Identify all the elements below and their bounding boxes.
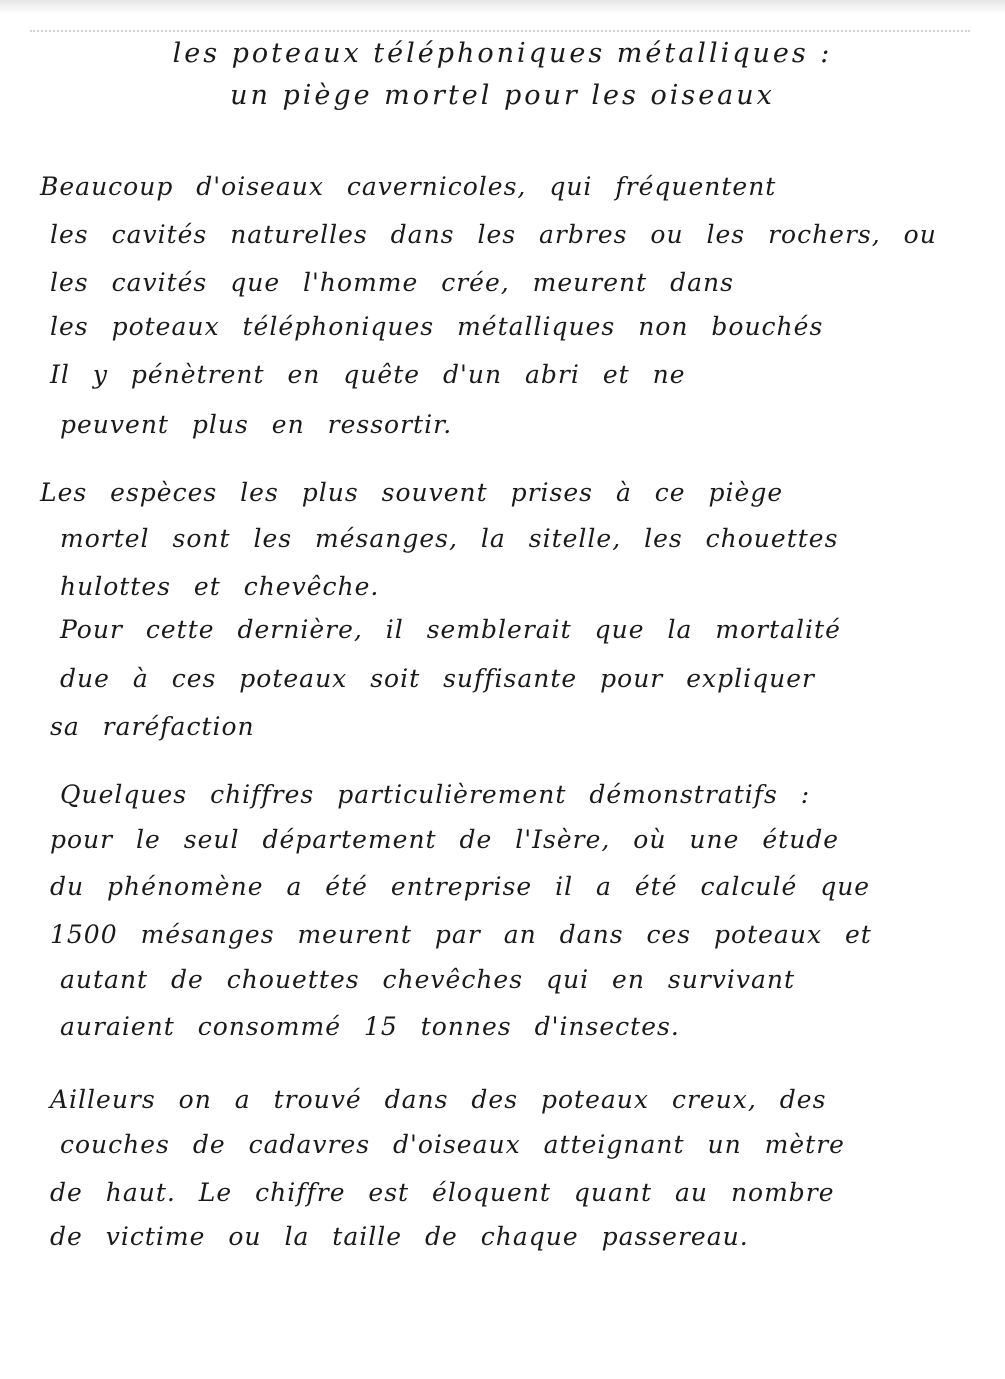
body-line: Pour cette dernière, il semblerait que la mortalité <box>60 615 841 644</box>
body-line: hulottes et chevêche. <box>60 572 380 601</box>
body-line: peuvent plus en ressortir. <box>60 410 453 439</box>
body-line: due à ces poteaux soit suffisante pour expliquer <box>60 664 815 693</box>
body-line: Il y pénètrent en quête d'un abri et ne <box>50 360 686 389</box>
body-line: les cavités naturelles dans les arbres ou les rochers, ou <box>50 220 937 249</box>
body-line: 1500 mésanges meurent par an dans ces poteaux et <box>50 920 872 949</box>
body-line: pour le seul département de l'Isère, où une étude <box>50 825 840 854</box>
body-line: Beaucoup d'oiseaux cavernicoles, qui fréquentent <box>40 172 777 201</box>
body-line: Les espèces les plus souvent prises à ce piège <box>40 478 784 507</box>
body-line: auraient consommé 15 tonnes d'insectes. <box>60 1012 680 1041</box>
body-line: du phénomène a été entreprise il a été calculé que <box>50 872 871 901</box>
scan-edge-shadow <box>0 0 1005 14</box>
title-line-2: un piège mortel pour les oiseaux <box>230 80 775 111</box>
body-line: les cavités que l'homme crée, meurent dans <box>50 268 734 297</box>
body-line: Quelques chiffres particulièrement démonstratifs : <box>60 780 811 809</box>
body-line: de haut. Le chiffre est éloquent quant au nombre <box>50 1178 835 1207</box>
scan-artifact-dots <box>30 30 970 36</box>
body-line: autant de chouettes chevêches qui en survivant <box>60 965 796 994</box>
title-line-1: les poteaux téléphoniques métalliques : <box>172 38 833 69</box>
body-line: de victime ou la taille de chaque passereau. <box>50 1222 749 1251</box>
body-line: sa raréfaction <box>50 712 255 741</box>
body-line: Ailleurs on a trouvé dans des poteaux creux, des <box>50 1085 827 1114</box>
body-line: couches de cadavres d'oiseaux atteignant un mètre <box>60 1130 845 1159</box>
body-line: mortel sont les mésanges, la sitelle, les chouettes <box>60 524 839 553</box>
body-line: les poteaux téléphoniques métalliques non bouchés <box>50 312 824 341</box>
